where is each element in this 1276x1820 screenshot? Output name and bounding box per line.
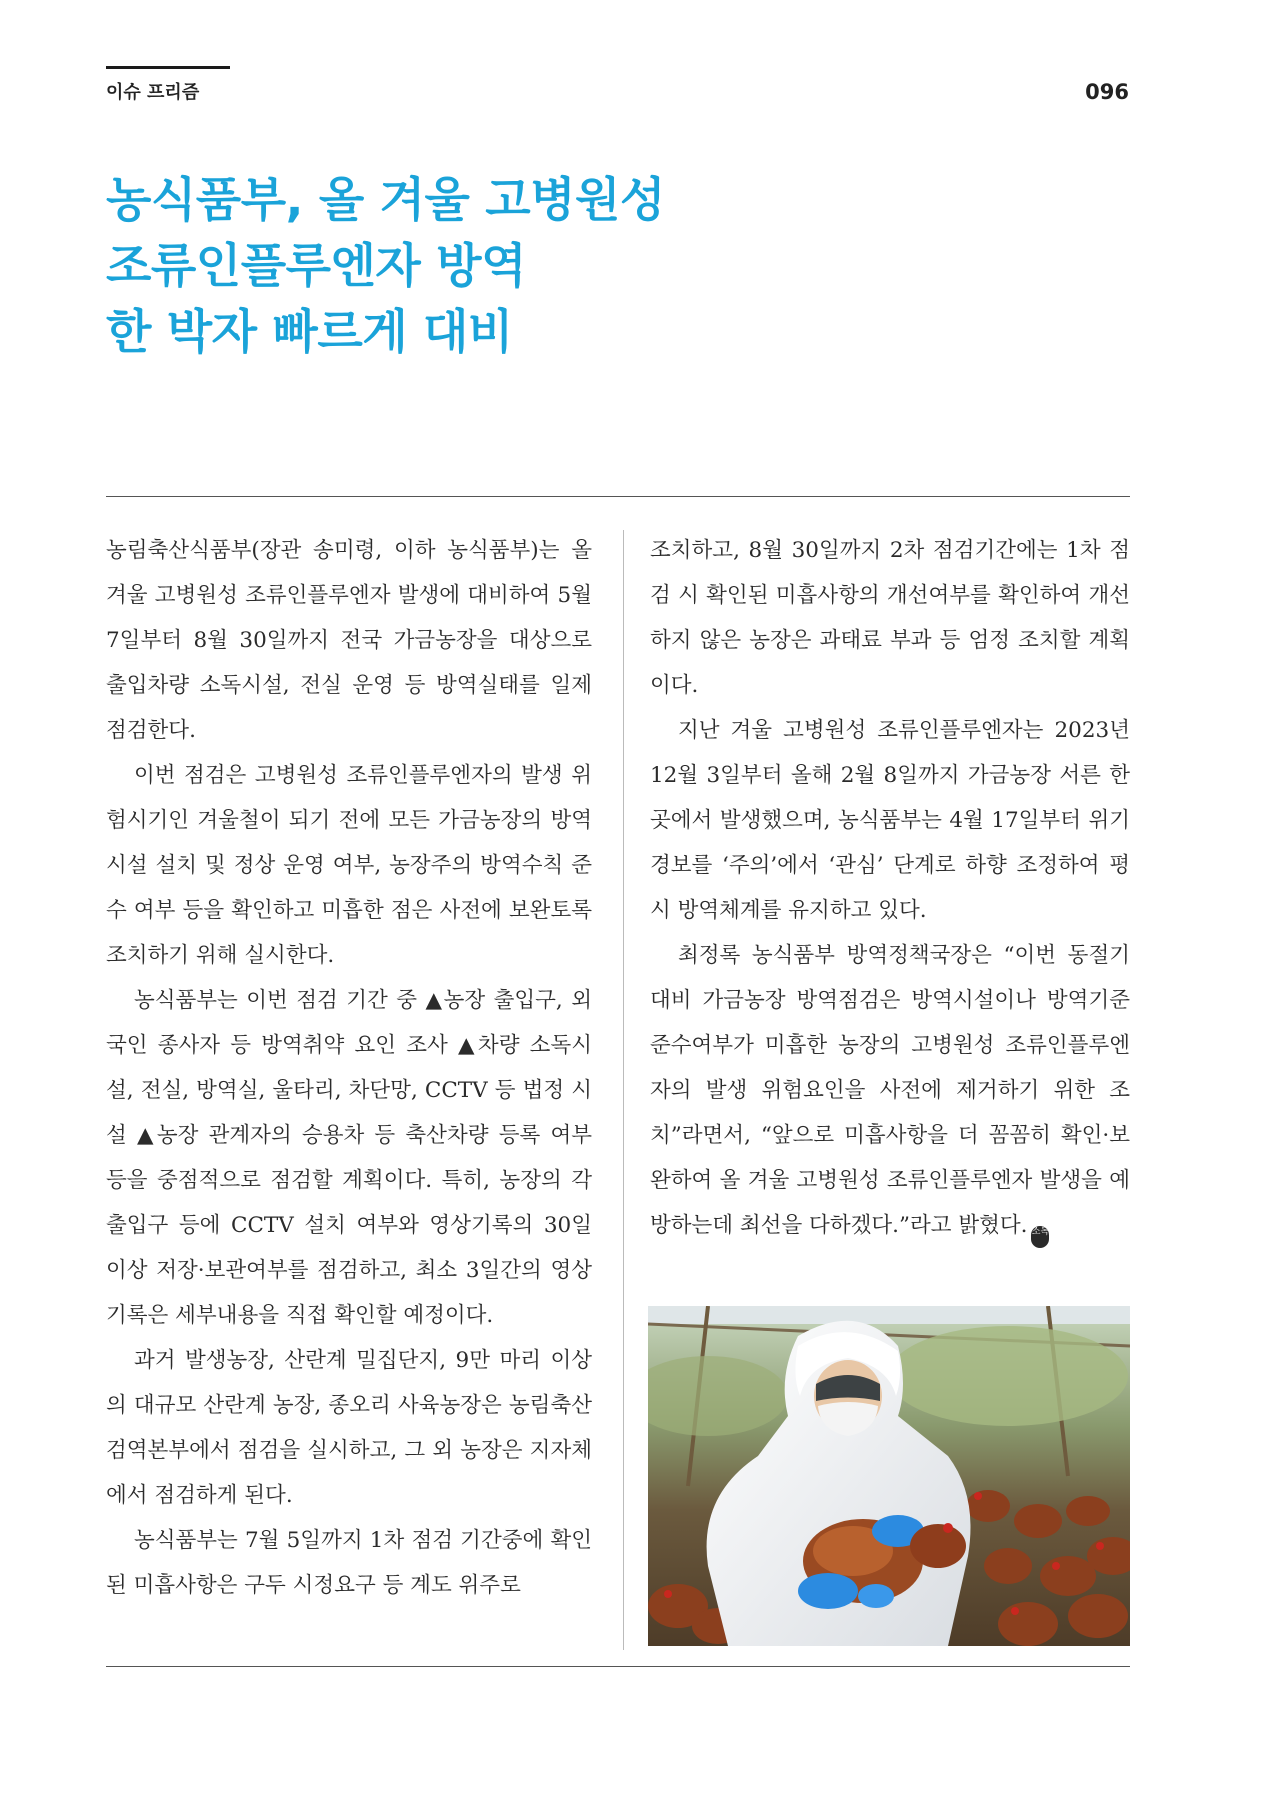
top-divider	[106, 496, 1130, 497]
title-line-3: 한 박자 빠르게 대비	[106, 305, 513, 360]
paragraph-text: 최정록 농식품부 방역정책국장은 “이번 동절기 대비 가금농장 방역점검은 방역시설이나 방역기준 준수여부가 미흡한 농장의 고병원성 조류인플루엔자의 발생 위험요인을 사전에 제거하기 위한 조치”라면서, “앞으로 미흡사항을 더 꼼꼼히 확인·보완하여 올 겨울 고병원성 조류인플루엔자 발생을 예방하는데 최선을 다하겠다.”라고 밝혔다.	[650, 943, 1130, 1238]
article-title	[106, 168, 665, 366]
title-line-1: 농식품부, 올 겨울 고병원성	[106, 173, 665, 228]
paragraph: 농림축산식품부(장관 송미령, 이하 농식품부)는 올 겨울 고병원성 조류인플루엔자 발생에 대비하여 5월 7일부터 8월 30일까지 전국 가금농장을 대상으로 출입차량 소독시설, 전실 운영 등 방역실태를 일제 점검한다.	[106, 538, 592, 743]
end-mark-icon: 소독	[1031, 1226, 1049, 1248]
article-photo	[648, 1306, 1130, 1646]
paragraph: 과거 발생농장, 산란계 밀집단지, 9만 마리 이상의 대규모 산란계 농장, 종오리 사육농장은 농림축산검역본부에서 점검을 실시하고, 그 외 농장은 지자체에서 점검하게 된다.	[106, 1348, 592, 1508]
bottom-divider	[106, 1666, 1130, 1667]
inspector-with-chickens-image	[648, 1306, 1130, 1646]
header-rule	[106, 66, 230, 69]
left-column	[106, 528, 592, 1608]
page-number: 096	[1085, 80, 1129, 104]
paragraph: 조치하고, 8월 30일까지 2차 점검기간에는 1차 점검 시 확인된 미흡사항의 개선여부를 확인하여 개선하지 않은 농장은 과태료 부과 등 엄정 조치할 계획이다.	[650, 538, 1130, 698]
paragraph: 농식품부는 이번 점검 기간 중 ▲농장 출입구, 외국인 종사자 등 방역취약 요인 조사 ▲차량 소독시설, 전실, 방역실, 울타리, 차단망, CCTV 등 법정 시설 ▲농장 관계자의 승용차 등 축산차량 등록 여부 등을 중점적으로 점검할 계획이다. 특히, 농장의 각 출입구 등에 CCTV 설치 여부와 영상기록의 30일 이상 저장·보관여부를 점검하고, 최소 3일간의 영상기록은 세부내용을 직접 확인할 예정이다.	[106, 988, 592, 1328]
section-label: 이슈 프리즘	[106, 82, 200, 103]
column-divider	[623, 530, 624, 1650]
paragraph: 지난 겨울 고병원성 조류인플루엔자는 2023년 12월 3일부터 올해 2월 8일까지 가금농장 서른 한 곳에서 발생했으며, 농식품부는 4월 17일부터 위기경보를 ‘주의’에서 ‘관심’ 단계로 하향 조정하여 평시 방역체계를 유지하고 있다.	[650, 718, 1130, 923]
right-column	[650, 528, 1130, 1248]
paragraph: 이번 점검은 고병원성 조류인플루엔자의 발생 위험시기인 겨울철이 되기 전에 모든 가금농장의 방역시설 설치 및 정상 운영 여부, 농장주의 방역수칙 준수 여부 등을 확인하고 미흡한 점은 사전에 보완토록 조치하기 위해 실시한다.	[106, 763, 592, 968]
paragraph-last	[650, 933, 1130, 1248]
title-line-2: 조류인플루엔자 방역	[106, 239, 526, 294]
paragraph: 농식품부는 7월 5일까지 1차 점검 기간중에 확인된 미흡사항은 구두 시정요구 등 계도 위주로	[106, 1528, 592, 1598]
